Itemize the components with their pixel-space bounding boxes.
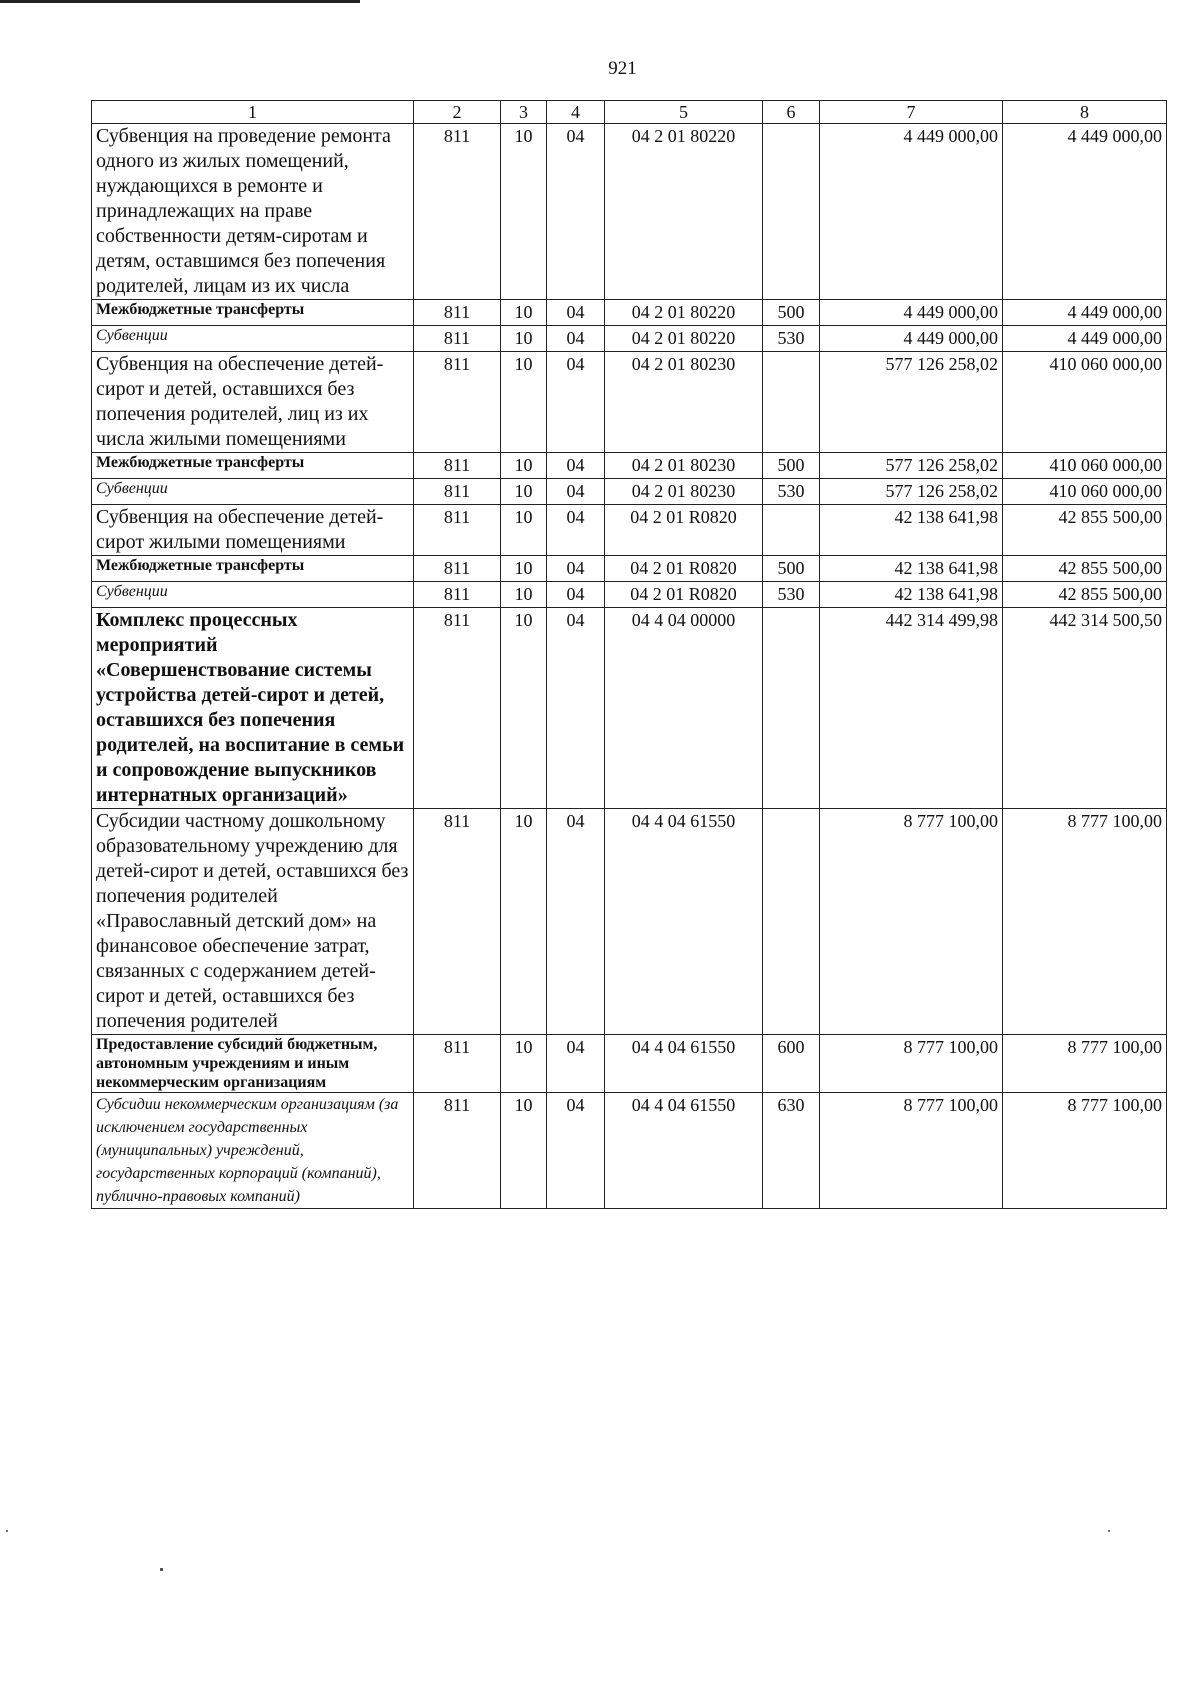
cell-amount-1: 8 777 100,00 bbox=[820, 809, 1003, 1035]
cell-amount-2: 42 855 500,00 bbox=[1003, 556, 1167, 582]
cell-amount-2: 410 060 000,00 bbox=[1003, 453, 1167, 479]
row-name: Субвенции bbox=[92, 582, 414, 608]
row-name: Субсидии некоммерческим организациям (за исключением государственных (муниципальных) учреждений, государственных корпораций (компаний), публично-правовых компаний) bbox=[92, 1093, 414, 1209]
cell-target-code: 04 2 01 R0820 bbox=[605, 505, 763, 556]
cell-amount-1: 4 449 000,00 bbox=[820, 124, 1003, 300]
table-row bbox=[92, 300, 1167, 326]
table-row bbox=[92, 608, 1167, 809]
cell-expense-type bbox=[763, 608, 820, 809]
cell-amount-2: 410 060 000,00 bbox=[1003, 479, 1167, 505]
cell-expense-type: 530 bbox=[763, 326, 820, 352]
cell-section: 10 bbox=[501, 1035, 547, 1093]
cell-admin-code: 811 bbox=[414, 453, 501, 479]
cell-amount-1: 8 777 100,00 bbox=[820, 1093, 1003, 1209]
cell-section: 10 bbox=[501, 505, 547, 556]
cell-amount-1: 577 126 258,02 bbox=[820, 352, 1003, 453]
cell-amount-2: 8 777 100,00 bbox=[1003, 1035, 1167, 1093]
cell-admin-code: 811 bbox=[414, 352, 501, 453]
cell-subsection: 04 bbox=[547, 326, 605, 352]
cell-target-code: 04 2 01 80230 bbox=[605, 352, 763, 453]
scan-speck bbox=[160, 1568, 163, 1571]
cell-section: 10 bbox=[501, 300, 547, 326]
header-cell-7: 7 bbox=[820, 101, 1003, 124]
row-name: Межбюджетные трансферты bbox=[92, 556, 414, 582]
cell-subsection: 04 bbox=[547, 556, 605, 582]
cell-expense-type bbox=[763, 505, 820, 556]
table-row bbox=[92, 1093, 1167, 1209]
cell-subsection: 04 bbox=[547, 608, 605, 809]
table-row bbox=[92, 453, 1167, 479]
cell-section: 10 bbox=[501, 479, 547, 505]
row-name: Субвенция на обеспечение детей-сирот и детей, оставшихся без попечения родителей, лиц из их числа жилыми помещениями bbox=[92, 352, 414, 453]
table-row bbox=[92, 326, 1167, 352]
cell-expense-type: 530 bbox=[763, 582, 820, 608]
table-row bbox=[92, 809, 1167, 1035]
cell-amount-2: 42 855 500,00 bbox=[1003, 505, 1167, 556]
cell-section: 10 bbox=[501, 326, 547, 352]
cell-subsection: 04 bbox=[547, 479, 605, 505]
cell-target-code: 04 4 04 61550 bbox=[605, 809, 763, 1035]
cell-admin-code: 811 bbox=[414, 300, 501, 326]
scan-speck bbox=[1108, 1530, 1110, 1532]
cell-amount-2: 8 777 100,00 bbox=[1003, 809, 1167, 1035]
cell-amount-1: 4 449 000,00 bbox=[820, 300, 1003, 326]
cell-section: 10 bbox=[501, 809, 547, 1035]
cell-admin-code: 811 bbox=[414, 505, 501, 556]
cell-amount-1: 42 138 641,98 bbox=[820, 582, 1003, 608]
cell-subsection: 04 bbox=[547, 300, 605, 326]
cell-expense-type: 630 bbox=[763, 1093, 820, 1209]
header-cell-4: 4 bbox=[547, 101, 605, 124]
cell-admin-code: 811 bbox=[414, 1093, 501, 1209]
cell-target-code: 04 4 04 61550 bbox=[605, 1093, 763, 1209]
row-name: Межбюджетные трансферты bbox=[92, 453, 414, 479]
cell-amount-1: 8 777 100,00 bbox=[820, 1035, 1003, 1093]
row-name: Субвенция на проведение ремонта одного из жилых помещений, нуждающихся в ремонте и принадлежащих на праве собственности детям-сиротам и детям, оставшимся без попечения родителей, лицам из их числа bbox=[92, 124, 414, 300]
row-name: Межбюджетные трансферты bbox=[92, 300, 414, 326]
cell-amount-1: 42 138 641,98 bbox=[820, 505, 1003, 556]
cell-target-code: 04 2 01 R0820 bbox=[605, 582, 763, 608]
cell-amount-2: 4 449 000,00 bbox=[1003, 300, 1167, 326]
cell-amount-2: 8 777 100,00 bbox=[1003, 1093, 1167, 1209]
budget-table bbox=[91, 100, 1167, 1209]
header-cell-1: 1 bbox=[92, 101, 414, 124]
cell-amount-2: 42 855 500,00 bbox=[1003, 582, 1167, 608]
cell-target-code: 04 2 01 80220 bbox=[605, 124, 763, 300]
page-number: 921 bbox=[608, 58, 637, 79]
cell-expense-type: 530 bbox=[763, 479, 820, 505]
cell-amount-1: 42 138 641,98 bbox=[820, 556, 1003, 582]
cell-section: 10 bbox=[501, 582, 547, 608]
cell-expense-type bbox=[763, 809, 820, 1035]
cell-expense-type: 500 bbox=[763, 453, 820, 479]
cell-subsection: 04 bbox=[547, 352, 605, 453]
table-row bbox=[92, 505, 1167, 556]
cell-expense-type: 500 bbox=[763, 556, 820, 582]
cell-subsection: 04 bbox=[547, 582, 605, 608]
row-name: Субвенции bbox=[92, 479, 414, 505]
header-row bbox=[92, 101, 1167, 124]
cell-subsection: 04 bbox=[547, 453, 605, 479]
cell-subsection: 04 bbox=[547, 1035, 605, 1093]
cell-target-code: 04 2 01 80230 bbox=[605, 453, 763, 479]
cell-subsection: 04 bbox=[547, 124, 605, 300]
cell-section: 10 bbox=[501, 556, 547, 582]
cell-subsection: 04 bbox=[547, 809, 605, 1035]
cell-section: 10 bbox=[501, 352, 547, 453]
cell-amount-2: 4 449 000,00 bbox=[1003, 124, 1167, 300]
table-body bbox=[92, 124, 1167, 1209]
cell-section: 10 bbox=[501, 608, 547, 809]
cell-amount-2: 410 060 000,00 bbox=[1003, 352, 1167, 453]
header-cell-6: 6 bbox=[763, 101, 820, 124]
cell-amount-1: 577 126 258,02 bbox=[820, 479, 1003, 505]
row-name: Субвенция на обеспечение детей-сирот жилыми помещениями bbox=[92, 505, 414, 556]
cell-amount-1: 442 314 499,98 bbox=[820, 608, 1003, 809]
cell-admin-code: 811 bbox=[414, 556, 501, 582]
scan-speck bbox=[6, 1530, 8, 1532]
cell-admin-code: 811 bbox=[414, 124, 501, 300]
cell-subsection: 04 bbox=[547, 1093, 605, 1209]
table-row bbox=[92, 556, 1167, 582]
header-cell-3: 3 bbox=[501, 101, 547, 124]
cell-expense-type: 600 bbox=[763, 1035, 820, 1093]
cell-amount-2: 4 449 000,00 bbox=[1003, 326, 1167, 352]
table-row bbox=[92, 352, 1167, 453]
cell-section: 10 bbox=[501, 124, 547, 300]
cell-amount-1: 577 126 258,02 bbox=[820, 453, 1003, 479]
cell-expense-type bbox=[763, 124, 820, 300]
row-name: Субвенции bbox=[92, 326, 414, 352]
cell-target-code: 04 2 01 80220 bbox=[605, 300, 763, 326]
cell-target-code: 04 4 04 61550 bbox=[605, 1035, 763, 1093]
row-name: Комплекс процессных мероприятий «Совершенствование системы устройства детей-сирот и детей, оставшихся без попечения родителей, на воспитание в семьи и сопровождение выпускников интернатных организаций» bbox=[92, 608, 414, 809]
table-row bbox=[92, 1035, 1167, 1093]
top-rule bbox=[0, 0, 360, 3]
cell-amount-2: 442 314 500,50 bbox=[1003, 608, 1167, 809]
row-name: Субсидии частному дошкольному образовательному учреждению для детей-сирот и детей, оставшихся без попечения родителей «Православный детский дом» на финансовое обеспечение затрат, связанных с содержанием детей-сирот и детей, оставшихся без попечения родителей bbox=[92, 809, 414, 1035]
cell-expense-type bbox=[763, 352, 820, 453]
cell-admin-code: 811 bbox=[414, 479, 501, 505]
row-name: Предоставление субсидий бюджетным, автономным учреждениям и иным некоммерческим организациям bbox=[92, 1035, 414, 1093]
table-row bbox=[92, 124, 1167, 300]
cell-admin-code: 811 bbox=[414, 809, 501, 1035]
cell-admin-code: 811 bbox=[414, 326, 501, 352]
cell-section: 10 bbox=[501, 453, 547, 479]
header-cell-2: 2 bbox=[414, 101, 501, 124]
cell-target-code: 04 2 01 R0820 bbox=[605, 556, 763, 582]
header-cell-8: 8 bbox=[1003, 101, 1167, 124]
table-row bbox=[92, 479, 1167, 505]
cell-expense-type: 500 bbox=[763, 300, 820, 326]
cell-target-code: 04 2 01 80220 bbox=[605, 326, 763, 352]
cell-admin-code: 811 bbox=[414, 608, 501, 809]
cell-admin-code: 811 bbox=[414, 1035, 501, 1093]
header-cell-5: 5 bbox=[605, 101, 763, 124]
cell-admin-code: 811 bbox=[414, 582, 501, 608]
cell-subsection: 04 bbox=[547, 505, 605, 556]
cell-section: 10 bbox=[501, 1093, 547, 1209]
cell-amount-1: 4 449 000,00 bbox=[820, 326, 1003, 352]
cell-target-code: 04 2 01 80230 bbox=[605, 479, 763, 505]
table-row bbox=[92, 582, 1167, 608]
cell-target-code: 04 4 04 00000 bbox=[605, 608, 763, 809]
